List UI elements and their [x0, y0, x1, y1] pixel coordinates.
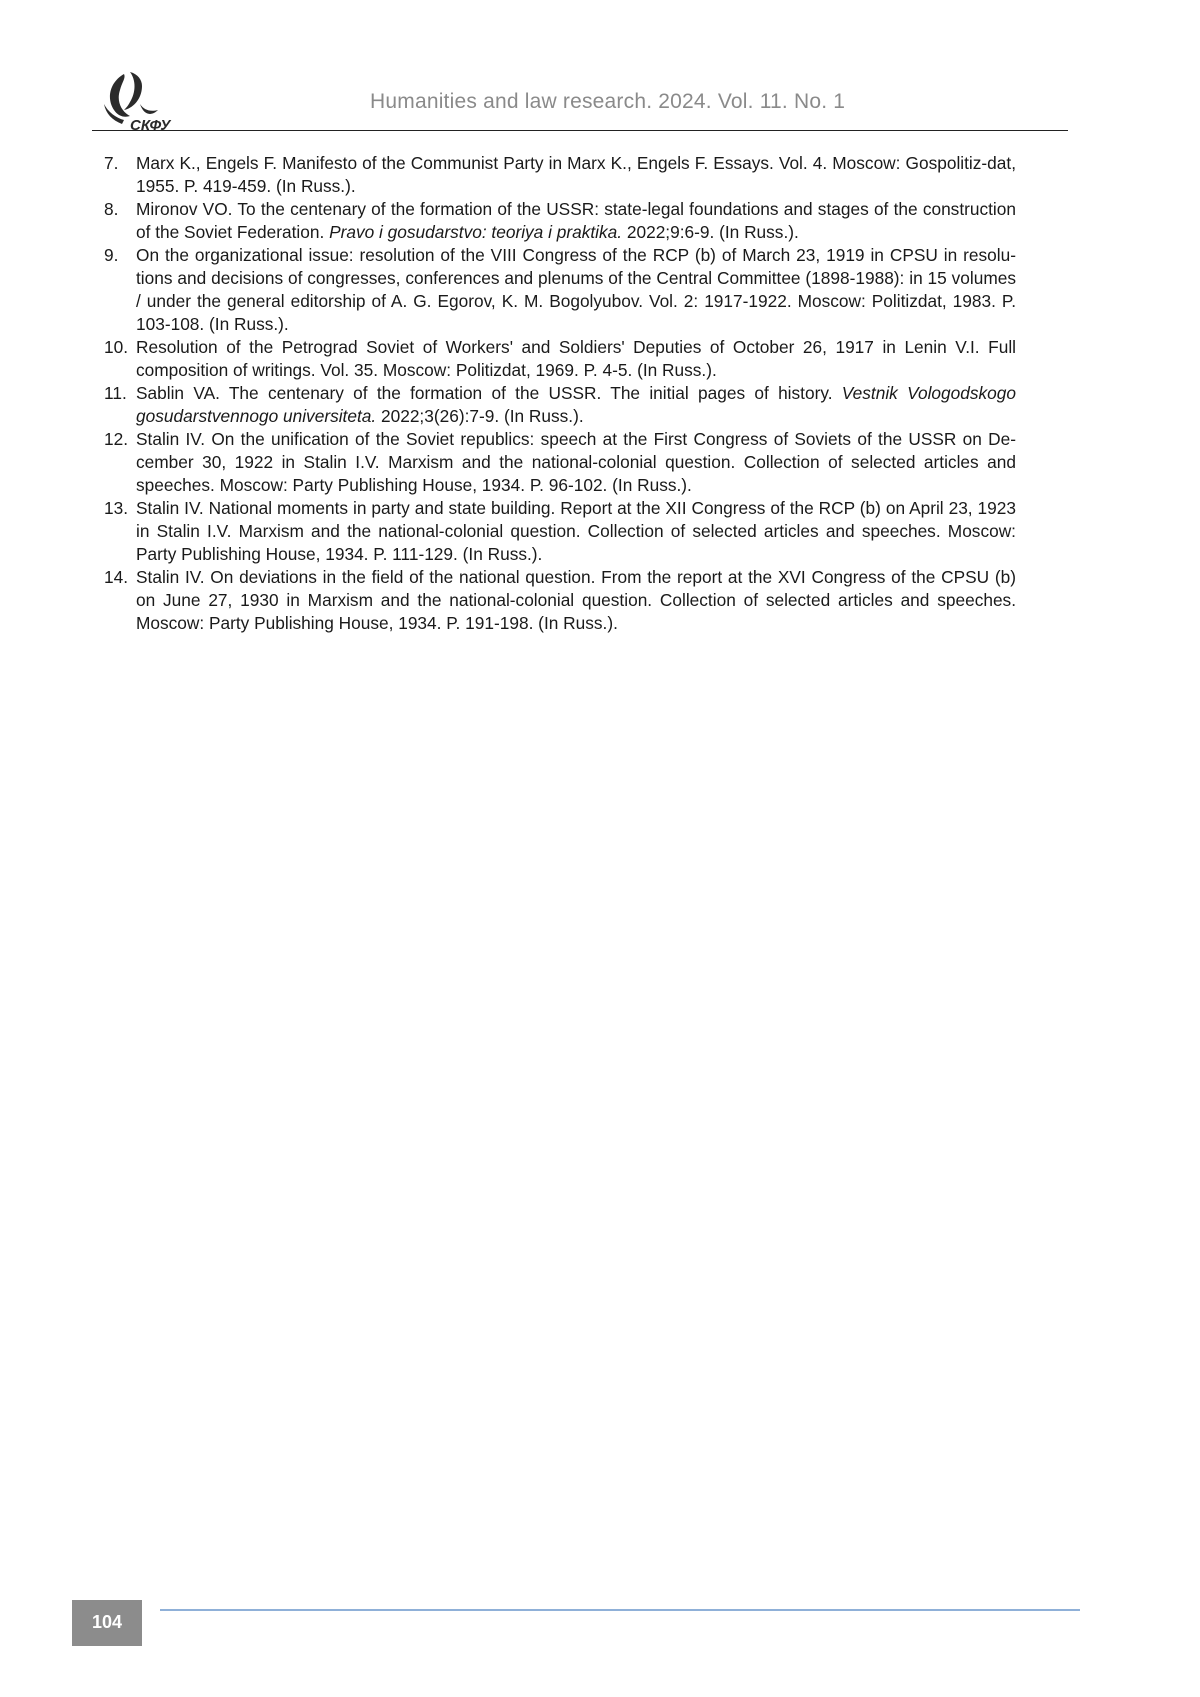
reference-number: 12. [104, 429, 129, 449]
reference-text-main: Marx K., Engels F. Manifesto of the Communist Party in Marx K., Engels F. Essays. Vol. 4. Moscow: Gospolitiz-dat, 1955. P. 419-459. (In Russ.). [136, 153, 1016, 196]
reference-number: 9. [104, 245, 119, 265]
reference-text-tail: 2022;9:6-9. (In Russ.). [622, 222, 799, 242]
reference-item [104, 566, 1016, 635]
reference-item [104, 428, 1016, 497]
reference-list [104, 152, 1016, 635]
reference-number: 14. [104, 567, 129, 587]
reference-text-main: On the organizational issue: resolution of the VIII Congress of the RCP (b) of March 23, 1919 in CPSU in resolutions and decisions of congresses, conferences and plenums of the Central Committee (1898-1988): in 15 volumes / under the general editorship of A. G. Egorov, K. M. Bogolyubov. Vol. 2: 1917-1922. Moscow: Politizdat, 1983. P. 103-108. (In Russ.). [136, 245, 1016, 334]
reference-text [136, 382, 1016, 428]
reference-source-title: Vestnik Vologodskogo gosudarstvennogo universiteta. [136, 383, 1016, 426]
logo-text: СКФУ [130, 117, 171, 132]
page-header [92, 60, 1068, 132]
reference-item [104, 198, 1016, 244]
page-number-box [72, 1600, 142, 1646]
reference-item [104, 244, 1016, 336]
reference-number: 11. [104, 383, 127, 403]
reference-item [104, 497, 1016, 566]
journal-title: Humanities and law research. 2024. Vol. 11. No. 1 [370, 90, 846, 113]
reference-item [104, 382, 1016, 428]
reference-text-main: Resolution of the Petrograd Soviet of Workers' and Soldiers' Deputies of October 26, 1917 in Lenin V.I. Full composition of writings. Vol. 35. Moscow: Politizdat, 1969. P. 4-5. (In Russ.). [136, 337, 1016, 380]
reference-number: 7. [104, 153, 119, 173]
reference-text-main: Mironov VO. To the centenary of the formation of the USSR: state-legal foundations and stages of the construction of the Soviet Federation. [136, 199, 1016, 242]
page-number: 104 [91, 1612, 123, 1632]
reference-number: 10. [104, 337, 129, 357]
reference-text [136, 497, 1016, 566]
reference-text-main: Sablin VA. The centenary of the formation of the USSR. The initial pages of history. [136, 383, 842, 403]
reference-source-title: Pravo i gosudarstvo: teoriya i praktika. [329, 222, 623, 242]
university-logo [100, 70, 182, 132]
reference-text-main: Stalin IV. On the unification of the Soviet republics: speech at the First Congress of Soviets of the USSR on December 30, 1922 in Stalin I.V. Marxism and the national-colonial question. Collection of selected articles and speeches. Moscow: Party Publishing House, 1934. P. 96-102. (In Russ.). [136, 429, 1016, 495]
footer-divider [160, 1609, 1080, 1611]
reference-text [136, 428, 1016, 497]
reference-text-tail: 2022;3(26):7-9. (In Russ.). [376, 406, 584, 426]
reference-text [136, 566, 1016, 635]
reference-text [136, 152, 1016, 198]
reference-number: 13. [104, 498, 129, 518]
reference-text-main: Stalin IV. On deviations in the field of the national question. From the report at the XVI Congress of the CPSU (b) on June 27, 1930 in Marxism and the national-colonial question. Collection of selected articles and speeches. Moscow: Party Publishing House, 1934. P. 191-198. (In Russ.). [136, 567, 1016, 633]
reference-item [104, 152, 1016, 198]
reference-text [136, 244, 1016, 336]
reference-number: 8. [104, 199, 119, 219]
reference-text [136, 198, 1016, 244]
reference-text-main: Stalin IV. National moments in party and state building. Report at the XII Congress of the RCP (b) on April 23, 1923 in Stalin I.V. Marxism and the national-colonial question. Collection of selected articles and speeches. Moscow: Party Publishing House, 1934. P. 111-129. (In Russ.). [136, 498, 1016, 564]
header-divider [92, 130, 1068, 131]
reference-item [104, 336, 1016, 382]
reference-text [136, 336, 1016, 382]
